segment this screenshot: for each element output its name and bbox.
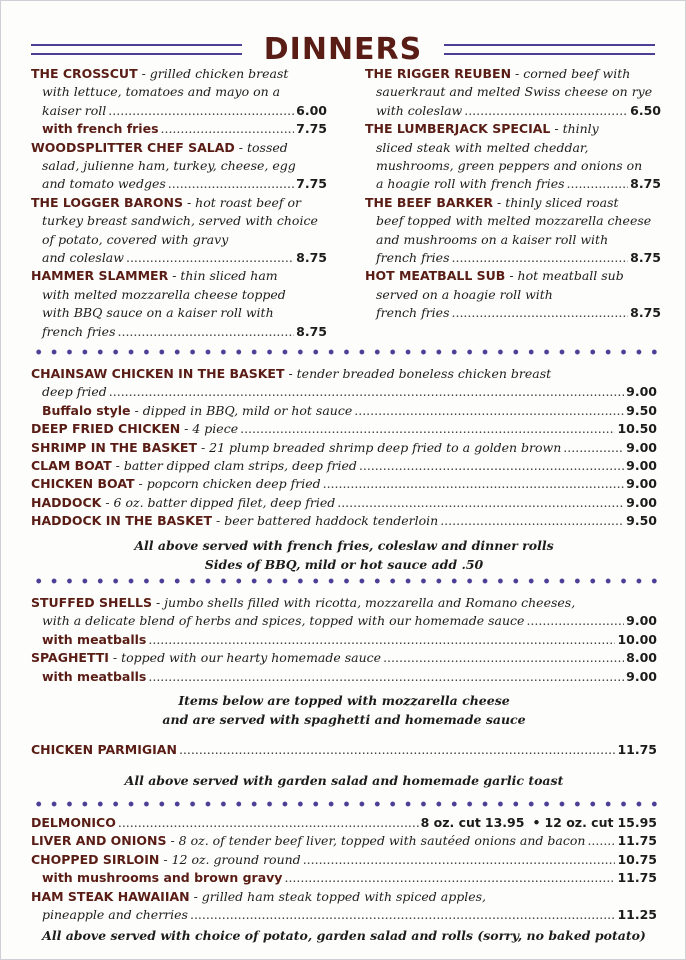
menu-item-shrimp-basket: SHRIMP IN THE BASKET - 21 plump breaded shrimp deep fried to a golden brown ..... 9.00	[31, 439, 657, 457]
dot-leader	[303, 851, 616, 869]
item-desc: corned beef with	[523, 66, 631, 81]
steak-section	[31, 814, 657, 945]
item-option-name: with meatballs	[42, 668, 147, 684]
item-desc: 21 plump breaded shrimp deep fried to a golden brown	[209, 439, 562, 455]
item-desc: batter dipped clam strips, deep fried	[123, 458, 357, 474]
item-name: THE CROSSCUT	[31, 66, 138, 81]
item-name: THE LOGGER BARONS	[31, 194, 183, 210]
right-column	[365, 65, 661, 323]
dot-divider	[31, 801, 657, 807]
section-note: Sides of BBQ, mild or hot sauce add .50	[204, 556, 484, 572]
item-desc: with BBQ sauce on a kaiser roll with	[42, 305, 274, 321]
item-price: 11.25	[617, 907, 657, 923]
item-desc: hot roast beef or	[195, 194, 301, 210]
item-desc: served on a hoagie roll with	[376, 286, 553, 302]
dot-leader	[148, 631, 615, 649]
item-desc: tender breaded boneless chicken breast	[296, 366, 552, 381]
item-price: 10.75	[617, 851, 657, 867]
item-price: 9.50	[626, 513, 657, 529]
item-price: 11.75	[617, 870, 657, 886]
basket-section	[31, 365, 657, 574]
menu-item-hammer-slammer: HAMMER SLAMMER - thin sliced ham with melted mozzarella cheese topped with BBQ sauce on a kaiser roll with french fries ..... 8.75	[31, 267, 327, 341]
item-desc: 12 oz. ground round	[171, 851, 301, 867]
item-price: 8.75	[630, 305, 661, 321]
dot-leader	[354, 402, 624, 420]
item-desc: pineapple and cherries	[42, 907, 188, 923]
item-name: CLAM BOAT	[31, 458, 112, 474]
dot-leader	[452, 304, 629, 322]
item-desc: french fries	[376, 305, 450, 321]
item-desc: a hoagie roll with french fries	[376, 176, 565, 192]
dot-leader	[359, 457, 624, 475]
item-desc: with lettuce, tomatoes and mayo on a	[42, 84, 281, 100]
item-name: CHOPPED SIRLOIN	[31, 851, 160, 867]
item-name: THE BEEF BARKER	[365, 194, 494, 210]
dot-divider	[31, 349, 657, 355]
dot-leader	[526, 612, 624, 630]
item-desc: grilled chicken breast	[149, 66, 289, 81]
item-desc: mushrooms, green peppers and onions on	[376, 158, 643, 174]
menu-item-crosscut: THE CROSSCUT - grilled chicken breast with lettuce, tomatoes and mayo on a kaiser roll ..... 6.00 with french fries ..... 7.75	[31, 65, 327, 139]
dot-leader	[440, 512, 624, 530]
item-desc: 6 oz. batter dipped filet, deep fried	[113, 494, 336, 510]
item-price: 10.00	[617, 631, 657, 647]
item-option-name: with meatballs	[42, 631, 147, 647]
item-name: HAM STEAK HAWAIIAN	[31, 888, 190, 904]
item-desc: beer battered haddock tenderloin	[224, 513, 439, 529]
item-name: HOT MEATBALL SUB	[365, 268, 506, 284]
dot-leader	[118, 814, 419, 832]
menu-item-clam-boat: CLAM BOAT - batter dipped clam strips, deep fried ..... 9.00	[31, 457, 657, 475]
dot-leader	[148, 668, 624, 686]
item-desc: with a delicate blend of herbs and spices, topped with our homemade sauce	[42, 613, 525, 629]
item-price: 9.00	[626, 668, 657, 684]
item-desc: thinly	[562, 121, 599, 137]
item-desc: 4 piece	[192, 421, 239, 437]
item-name: LIVER AND ONIONS	[31, 833, 167, 849]
section-note: All above served with french fries, coleslaw and dinner rolls	[134, 537, 554, 553]
item-price: 8.75	[630, 176, 661, 192]
menu-item-chicken-parmigian	[31, 741, 657, 759]
dot-leader	[179, 741, 616, 759]
dot-leader	[108, 102, 294, 120]
section-note: and are served with spaghetti and homemade sauce	[162, 712, 526, 728]
header-rule-right	[444, 44, 655, 55]
page-title: DINNERS	[263, 31, 423, 67]
item-name: HADDOCK	[31, 494, 102, 510]
item-name: CHICKEN BOAT	[31, 476, 135, 492]
item-price: 7.75	[296, 121, 327, 137]
item-desc: popcorn chicken deep fried	[146, 476, 321, 492]
item-price: 9.50	[626, 402, 657, 418]
dot-divider	[31, 578, 657, 584]
item-price: 9.00	[626, 458, 657, 474]
dot-leader	[464, 102, 628, 120]
section-note: All above served with garden salad and homemade garlic toast	[124, 773, 564, 789]
item-desc: thin sliced ham	[180, 268, 278, 284]
dot-leader	[587, 832, 615, 850]
menu-item-rigger-reuben: THE RIGGER REUBEN - corned beef with sauerkraut and melted Swiss cheese on rye with coleslaw ..... 6.50	[365, 65, 661, 120]
menu-item-deep-fried-chicken: DEEP FRIED CHICKEN - 4 piece ..... 10.50	[31, 420, 657, 438]
menu-item-chainsaw-chicken: CHAINSAW CHICKEN IN THE BASKET - tender breaded boneless chicken breast deep fried ..... 9.00 Buffalo style - dipped in BBQ, mild or hot sauce ..... 9.50	[31, 365, 657, 420]
item-desc: french fries	[42, 323, 116, 339]
menu-item-haddock: HADDOCK - 6 oz. batter dipped filet, deep fried ..... 9.00	[31, 494, 657, 512]
item-price: 13.95	[484, 815, 525, 830]
item-option-name: Buffalo style	[42, 402, 131, 418]
dot-leader	[567, 175, 629, 193]
item-name: HADDOCK IN THE BASKET	[31, 513, 213, 529]
menu-item-stuffed-shells: STUFFED SHELLS - jumbo shells filled with ricotta, mozzarella and Romano cheeses, with a delicate blend of herbs and spices, topped with our homemade sauce ..... 9.00 with meatballs ..... 10.00	[31, 594, 657, 649]
item-desc: jumbo shells filled with ricotta, mozzarella and Romano cheeses,	[164, 595, 576, 610]
item-name: DEEP FRIED CHICKEN	[31, 421, 181, 437]
item-price: 9.00	[626, 384, 657, 400]
menu-item-liver-onions: LIVER AND ONIONS - 8 oz. of tender beef liver, topped with sautéed onions and bacon ..... 11.75	[31, 832, 657, 850]
item-name: STUFFED SHELLS	[31, 595, 152, 610]
dot-leader	[161, 120, 295, 138]
item-desc: 8 oz. of tender beef liver, topped with sautéed onions and bacon	[178, 833, 586, 849]
item-desc: salad, julienne ham, turkey, cheese, egg	[42, 158, 296, 174]
item-price: 11.75	[617, 833, 657, 849]
menu-item-beef-barker: THE BEEF BARKER - thinly sliced roast beef topped with melted mozzarella cheese and mushrooms on a kaiser roll with french fries ..... 8.75	[365, 194, 661, 268]
item-desc: grilled ham steak topped with spiced apples,	[201, 888, 487, 904]
item-price: 8.00	[626, 650, 657, 666]
item-price: 11.75	[617, 742, 657, 758]
item-desc: sliced steak with melted cheddar,	[376, 139, 589, 155]
dot-leader	[126, 249, 294, 267]
separator-bullet: •	[532, 815, 541, 830]
item-name: THE RIGGER REUBEN	[365, 66, 512, 81]
left-column	[31, 65, 327, 341]
item-price: 9.00	[626, 439, 657, 455]
item-desc: with melted mozzarella cheese topped	[42, 286, 286, 302]
item-desc: french fries	[376, 250, 450, 266]
menu-item-logger-barons: THE LOGGER BARONS - hot roast beef or turkey breast sandwich, served with choice of potato, covered with gravy and coleslaw ..... 8.75	[31, 194, 327, 268]
item-price: 10.50	[617, 421, 657, 437]
item-desc: topped with our hearty homemade sauce	[121, 650, 382, 666]
menu-item-delmonico	[31, 814, 657, 832]
dot-leader	[118, 323, 295, 341]
item-name: THE LUMBERJACK SPECIAL	[365, 121, 551, 137]
item-desc: deep fried	[42, 384, 107, 400]
dot-leader	[563, 439, 624, 457]
menu-item-ham-steak-hawaiian: HAM STEAK HAWAIIAN - grilled ham steak topped with spiced apples, pineapple and cherries ..... 11.25	[31, 888, 657, 925]
item-desc: kaiser roll	[42, 102, 107, 118]
item-name: HAMMER SLAMMER	[31, 268, 169, 284]
menu-item-haddock-basket: HADDOCK IN THE BASKET - beer battered haddock tenderloin ..... 9.50	[31, 512, 657, 530]
item-desc: of potato, covered with gravy	[42, 231, 229, 247]
menu-item-chicken-boat: CHICKEN BOAT - popcorn chicken deep fried ..... 9.00	[31, 475, 657, 493]
item-desc: thinly sliced roast	[505, 194, 619, 210]
item-desc: turkey breast sandwich, served with choice	[42, 213, 318, 229]
item-size: 8 oz. cut	[420, 815, 481, 830]
item-desc: tossed	[246, 139, 288, 155]
dot-leader	[323, 475, 625, 493]
item-name: SHRIMP IN THE BASKET	[31, 439, 197, 455]
dot-leader	[240, 420, 615, 438]
item-price: 9.00	[626, 613, 657, 629]
item-desc: sauerkraut and melted Swiss cheese on rye	[376, 84, 653, 100]
item-price: 6.50	[630, 102, 661, 118]
dot-leader	[190, 906, 615, 924]
item-name: CHICKEN PARMIGIAN	[31, 742, 177, 758]
item-size: 12 oz. cut	[544, 815, 614, 830]
item-price: 6.00	[296, 102, 327, 118]
item-desc: dipped in BBQ, mild or hot sauce	[142, 402, 353, 418]
menu-item-lumberjack-special: THE LUMBERJACK SPECIAL - thinly sliced steak with melted cheddar, mushrooms, green peppers and onions on a hoagie roll with french fries ..... 8.75	[365, 120, 661, 194]
item-price: 9.00	[626, 494, 657, 510]
item-price: 7.75	[296, 176, 327, 192]
item-option-name: with french fries	[42, 121, 159, 137]
dot-leader	[337, 494, 624, 512]
menu-item-woodsplitter: WOODSPLITTER CHEF SALAD - tossed salad, julienne ham, turkey, cheese, egg and tomato wedges ..... 7.75	[31, 139, 327, 194]
item-desc: hot meatball sub	[517, 268, 624, 284]
dot-leader	[383, 649, 624, 667]
menu-item-hot-meatball-sub: HOT MEATBALL SUB - hot meatball sub served on a hoagie roll with french fries ..... 8.75	[365, 267, 661, 322]
pasta-section	[31, 594, 657, 790]
item-name: SPAGHETTI	[31, 650, 109, 666]
item-name: CHAINSAW CHICKEN IN THE BASKET	[31, 366, 285, 381]
dot-leader	[109, 383, 624, 401]
item-option-name: with mushrooms and brown gravy	[42, 870, 283, 886]
item-desc: with coleslaw	[376, 102, 463, 118]
item-name: WOODSPLITTER CHEF SALAD	[31, 139, 235, 155]
item-desc: and mushrooms on a kaiser roll with	[376, 231, 609, 247]
menu-item-spaghetti: SPAGHETTI - topped with our hearty homemade sauce ..... 8.00 with meatballs ..... 9.00	[31, 649, 657, 686]
section-note: All above served with choice of potato, garden salad and rolls (sorry, no baked potato)	[42, 928, 646, 944]
item-price: 8.75	[296, 250, 327, 266]
item-price: 15.95	[617, 815, 657, 830]
item-price: 8.75	[630, 250, 661, 266]
item-desc: beef topped with melted mozzarella cheese	[376, 213, 652, 229]
item-name: DELMONICO	[31, 815, 116, 830]
item-desc: and tomato wedges	[42, 176, 166, 192]
section-note: Items below are topped with mozzarella cheese	[178, 693, 510, 709]
menu-item-chopped-sirloin: CHOPPED SIRLOIN - 12 oz. ground round ..... 10.75 with mushrooms and brown gravy ..... 11.75	[31, 851, 657, 888]
menu-header	[31, 29, 655, 69]
header-rule-left	[31, 44, 242, 55]
dot-leader	[284, 869, 615, 887]
item-desc: and coleslaw	[42, 250, 124, 266]
dot-leader	[168, 175, 294, 193]
item-price: 8.75	[296, 323, 327, 339]
item-price: 9.00	[626, 476, 657, 492]
dot-leader	[452, 249, 629, 267]
